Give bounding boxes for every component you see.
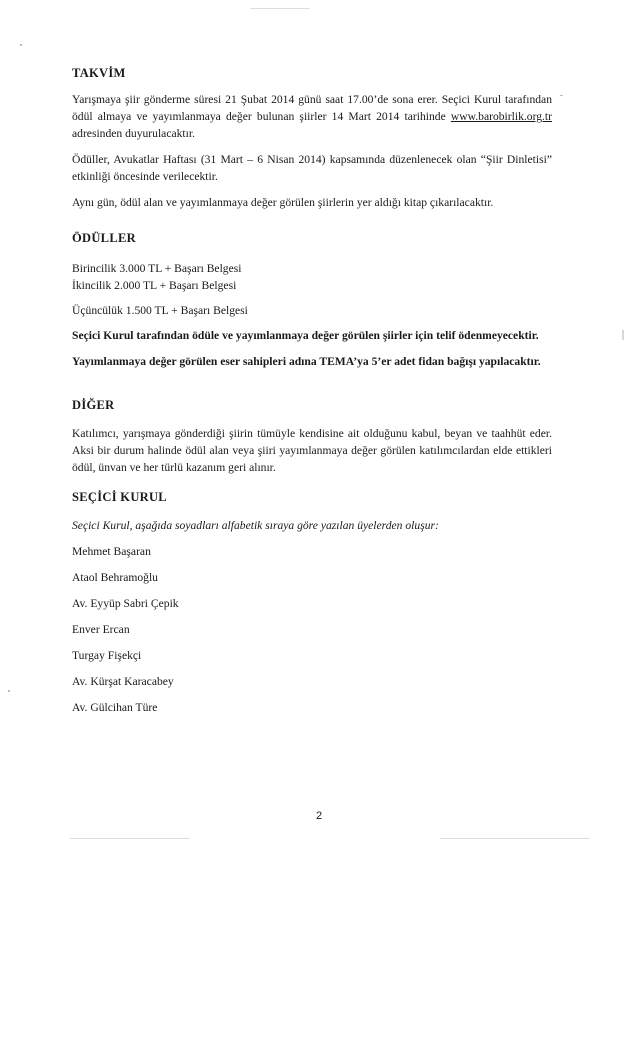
takvim-paragraph-1 xyxy=(72,91,552,142)
section-heading-diger: DİĞER xyxy=(72,398,115,412)
section-heading-oduller: ÖDÜLLER xyxy=(72,231,136,245)
page-number: 2 xyxy=(315,810,323,822)
scan-speck xyxy=(440,838,590,839)
scan-speck xyxy=(250,8,310,9)
takvim-paragraph-1-end: adresinden duyurulacaktır. xyxy=(72,127,195,140)
jury-member: Mehmet Başaran xyxy=(72,545,151,558)
award-item-1: Birincilik 3.000 TL + Başarı Belgesi xyxy=(72,262,242,275)
takvim-paragraph-3: Aynı gün, ödül alan ve yayımlanmaya değer görülen şiirlerin yer aldığı kitap çıkarılacaktır. xyxy=(72,196,494,209)
takvim-paragraph-1-text: Yarışmaya şiir gönderme süresi 21 Şubat 2014 günü saat 17.00’de sona erer. Seçici Kurul tarafından ödül almaya ve yayımlanmaya değer bulunan şiirler 14 Mart 2014 tarihinde xyxy=(72,93,552,123)
jury-member: Av. Kürşat Karacabey xyxy=(72,675,174,688)
section-heading-secici-kurul: SEÇİCİ KURUL xyxy=(72,490,167,504)
scan-speck xyxy=(8,690,10,692)
scan-speck xyxy=(560,95,563,96)
scan-speck xyxy=(622,330,624,340)
copyright-notice: Seçici Kurul tarafından ödüle ve yayımlanmaya değer görülen şiirler için telif ödenmeyecektir. xyxy=(72,329,539,342)
jury-member: Turgay Fişekçi xyxy=(72,649,142,662)
jury-intro: Seçici Kurul, aşağıda soyadları alfabetik sıraya göre yazılan üyelerden oluşur: xyxy=(72,519,439,532)
jury-member: Enver Ercan xyxy=(72,623,130,636)
jury-member: Av. Eyyüp Sabri Çepik xyxy=(72,597,179,610)
section-heading-takvim: TAKVİM xyxy=(72,66,126,80)
diger-paragraph: Katılımcı, yarışmaya gönderdiği şiirin tümüyle kendisine ait olduğunu kabul, beyan ve taahhüt eder. Aksi bir durum halinde ödül alan veya şiiri yayımlanmaya değer görülen katılımcılardan elde ettikleri ödül, ünvan ve her türlü kazanım geri alınır. xyxy=(72,427,552,474)
tema-donation-notice: Yayımlanmaya değer görülen eser sahipleri adına TEMA’ya 5’er adet fidan bağışı yapılacaktır. xyxy=(72,355,541,368)
jury-member-list xyxy=(72,543,552,716)
barobirlik-link[interactable]: www.barobirlik.org.tr xyxy=(450,110,552,123)
scan-speck xyxy=(20,44,22,46)
takvim-paragraph-2: Ödüller, Avukatlar Haftası (31 Mart – 6 Nisan 2014) kapsamında düzenlenecek olan “Şiir Dinletisi” etkinliği öncesinde verilecektir. xyxy=(72,153,552,183)
award-item-3: Üçüncülük 1.500 TL + Başarı Belgesi xyxy=(72,304,248,317)
award-item-2: İkincilik 2.000 TL + Başarı Belgesi xyxy=(72,279,237,292)
scan-speck xyxy=(70,838,190,839)
document-body xyxy=(72,66,552,725)
jury-member: Ataol Behramoğlu xyxy=(72,571,158,584)
jury-member: Av. Gülcihan Türe xyxy=(72,701,158,714)
